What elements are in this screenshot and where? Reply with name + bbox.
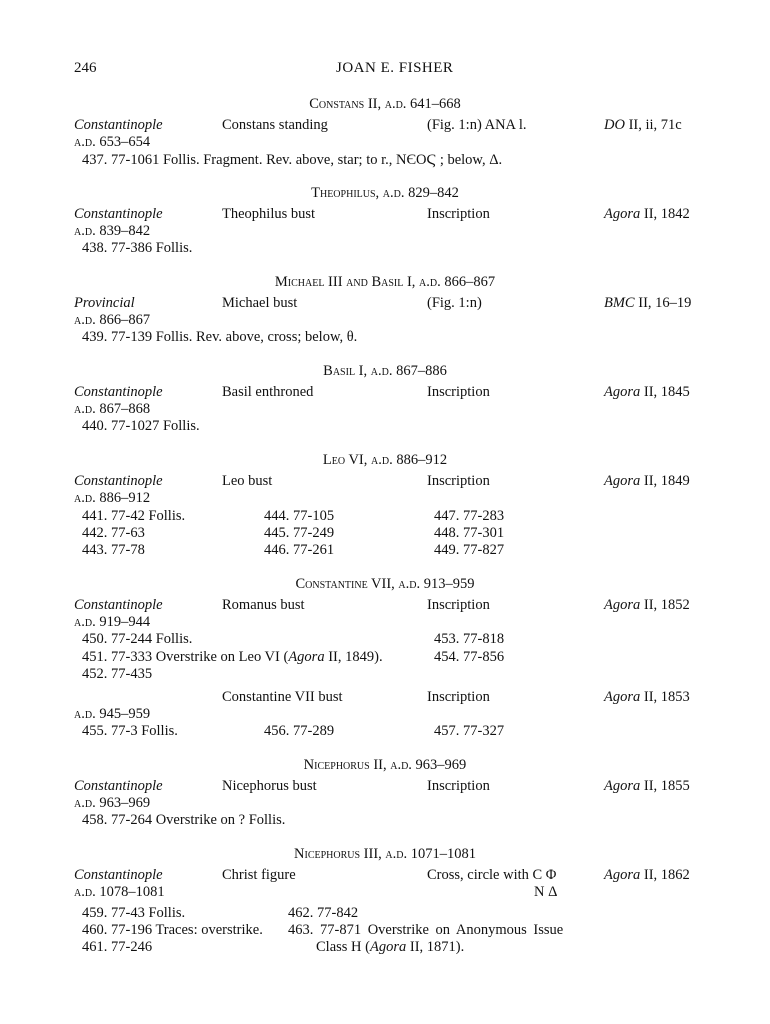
obverse-type: Constantine VII bust xyxy=(222,689,343,705)
reference xyxy=(604,117,682,134)
reference xyxy=(604,384,690,401)
date-range: a.d. 653–654 xyxy=(74,134,151,150)
mint: Constantinople xyxy=(74,206,163,222)
date-range: a.d. 886–912 xyxy=(74,490,151,506)
reference xyxy=(604,597,690,614)
catalog-entry: 443. 77-78 xyxy=(82,542,145,558)
reference-number: II, 1862 xyxy=(640,867,690,883)
catalog-entry: 452. 77-435 xyxy=(82,666,153,682)
obverse-type: Basil enthroned xyxy=(222,384,314,400)
mint: Provincial xyxy=(74,295,135,311)
reference-number: II, 16–19 xyxy=(634,295,692,311)
section-title-leo: Leo VI, a.d. 886–912 xyxy=(322,452,448,468)
section-title-basil: Basil I, a.d. 867–886 xyxy=(323,363,447,379)
mint: Constantinople xyxy=(74,597,163,613)
catalog-entry xyxy=(82,649,383,666)
entry-reference-source: Agora xyxy=(288,649,325,665)
reference xyxy=(604,778,690,795)
obverse-type: Theophilus bust xyxy=(222,206,316,222)
reference xyxy=(604,689,690,706)
reference-source: Agora xyxy=(604,384,641,400)
mint: Constantinople xyxy=(74,867,163,883)
catalog-entry: 461. 77-246 xyxy=(82,939,153,955)
catalog-entry: 462. 77-842 xyxy=(288,905,359,921)
catalog-entry: 445. 77-249 xyxy=(264,525,335,541)
catalog-entry: 454. 77-856 xyxy=(434,649,505,665)
reverse-type-line2: N Δ xyxy=(534,884,558,900)
reference xyxy=(604,867,690,884)
reference xyxy=(604,473,690,490)
reference-number: II, 1845 xyxy=(640,384,690,400)
catalog-entry: 449. 77-827 xyxy=(434,542,505,558)
catalog-entry: 441. 77-42 Follis. xyxy=(82,508,186,524)
reverse-type: Cross, circle with C Φ xyxy=(427,867,557,883)
date-range: a.d. 963–969 xyxy=(74,795,151,811)
date-range: a.d. 945–959 xyxy=(74,706,151,722)
entry-reference-source: Agora xyxy=(369,939,407,955)
catalog-entry: 463. 77-871 Overstrike on Anonymous Issue xyxy=(288,922,564,938)
catalog-entry: 459. 77-43 Follis. xyxy=(82,905,186,921)
section-title-constans: Constans II, a.d. 641–668 xyxy=(309,96,461,112)
catalog-entry: 455. 77-3 Follis. xyxy=(82,723,178,739)
reference-number: II, 1853 xyxy=(640,689,690,705)
obverse-type: Christ figure xyxy=(222,867,296,883)
reference-source: Agora xyxy=(604,206,641,222)
mint: Constantinople xyxy=(74,473,163,489)
reverse-type: Inscription xyxy=(427,473,490,489)
reverse-type: (Fig. 1:n) xyxy=(427,295,482,311)
catalog-entry: 460. 77-196 Traces: overstrike. xyxy=(82,922,263,938)
running-head-author: JOAN E. FISHER xyxy=(336,60,454,76)
reference-source: Agora xyxy=(604,778,641,794)
section-title-nicephorus-ii: Nicephorus II, a.d. 963–969 xyxy=(303,757,467,773)
catalog-entry: 439. 77-139 Follis. Rev. above, cross; below, θ. xyxy=(82,329,358,345)
reverse-type: Inscription xyxy=(427,206,490,222)
catalog-entry: 448. 77-301 xyxy=(434,525,505,541)
reference-source: Agora xyxy=(604,473,641,489)
catalog-entry: 438. 77-386 Follis. xyxy=(82,240,193,256)
obverse-type: Michael bust xyxy=(222,295,298,311)
date-range: a.d. 839–842 xyxy=(74,223,151,239)
reference-source: Agora xyxy=(604,689,641,705)
section-title-theophilus: Theophilus, a.d. 829–842 xyxy=(311,185,459,201)
entry-text: 451. 77-333 Overstrike on Leo VI ( xyxy=(82,649,289,665)
reference-source: BMC xyxy=(604,295,635,311)
catalog-entry xyxy=(316,939,464,956)
obverse-type: Leo bust xyxy=(222,473,273,489)
date-range: a.d. 866–867 xyxy=(74,312,151,328)
reference-number: II, 1852 xyxy=(640,597,690,613)
mint: Constantinople xyxy=(74,384,163,400)
catalog-entry: 446. 77-261 xyxy=(264,542,335,558)
reference-source: DO xyxy=(604,117,625,133)
reference-number: II, ii, 71c xyxy=(624,117,682,133)
catalog-entry: 453. 77-818 xyxy=(434,631,505,647)
obverse-type: Constans standing xyxy=(222,117,328,133)
reference-number: II, 1855 xyxy=(640,778,690,794)
reference-source: Agora xyxy=(604,597,641,613)
date-range: a.d. 1078–1081 xyxy=(74,884,165,900)
section-title-nicephorus-iii: Nicephorus III, a.d. 1071–1081 xyxy=(294,846,476,862)
date-range: a.d. 919–944 xyxy=(74,614,151,630)
entry-text: II, 1849). xyxy=(324,649,383,665)
reference-source: Agora xyxy=(604,867,641,883)
reference xyxy=(604,206,690,223)
reverse-type: Inscription xyxy=(427,597,490,613)
catalog-entry: 458. 77-264 Overstrike on ? Follis. xyxy=(82,812,286,828)
obverse-type: Romanus bust xyxy=(222,597,305,613)
reverse-type: Inscription xyxy=(427,689,490,705)
catalog-entry: 444. 77-105 xyxy=(264,508,335,524)
mint: Constantinople xyxy=(74,117,163,133)
reverse-type: (Fig. 1:n) ANA l. xyxy=(427,117,527,133)
catalog-entry: 437. 77-1061 Follis. Fragment. Rev. above, star; to r., NЄOϚ ; below, Δ. xyxy=(82,152,503,168)
reference xyxy=(604,295,691,312)
reverse-type: Inscription xyxy=(427,384,490,400)
section-title-michael: Michael III and Basil I, a.d. 866–867 xyxy=(274,274,496,290)
section-title-constantine: Constantine VII, a.d. 913–959 xyxy=(295,576,475,592)
reference-number: II, 1849 xyxy=(640,473,690,489)
catalog-entry: 456. 77-289 xyxy=(264,723,335,739)
date-range: a.d. 867–868 xyxy=(74,401,151,417)
reference-number: II, 1842 xyxy=(640,206,690,222)
obverse-type: Nicephorus bust xyxy=(222,778,317,794)
entry-text: II, 1871). xyxy=(406,939,465,955)
reverse-type: Inscription xyxy=(427,778,490,794)
catalog-entry: 442. 77-63 xyxy=(82,525,145,541)
catalog-entry: 457. 77-327 xyxy=(434,723,505,739)
mint: Constantinople xyxy=(74,778,163,794)
catalog-entry: 450. 77-244 Follis. xyxy=(82,631,193,647)
entry-text: Class H ( xyxy=(316,939,370,955)
catalog-entry: 440. 77-1027 Follis. xyxy=(82,418,200,434)
page-number: 246 xyxy=(74,60,97,76)
catalog-entry: 447. 77-283 xyxy=(434,508,505,524)
